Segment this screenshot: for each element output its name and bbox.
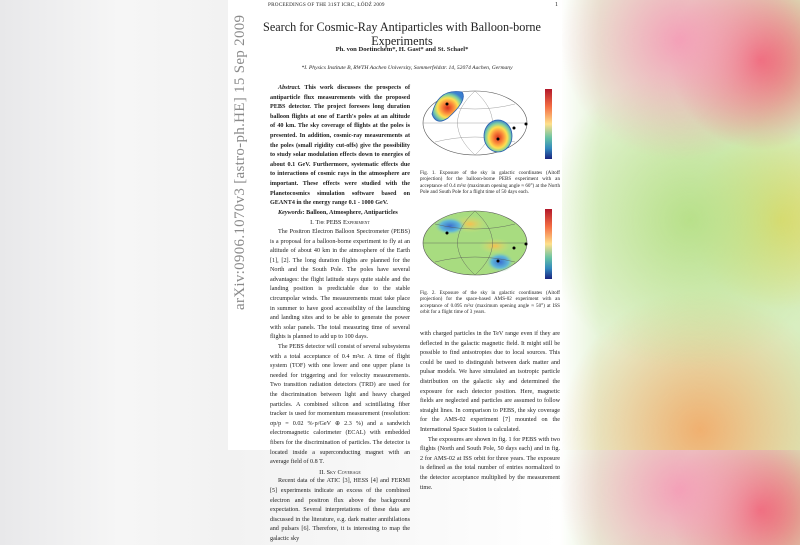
figure-2-caption: Fig. 2. Exposure of the sky in galactic coordinates (Aitoff projection) for the space-based AMS-02 experiment with an acceptance of 0.095 m²sr (maximum opening angle ≈ 50°) at ISS orbit for a flight time of 3 years. [420,290,560,315]
paragraph: The exposures are shown in fig. 1 for PEBS with two flights (North and South Pole, 50 days each) and in fig. 2 for AMS-02 at ISS orbit for three years. The exposure is defined as the total number of entries normalized to the detector acceptance multiplied by the measurement time. [420,436,560,491]
right-column [420,330,560,493]
paper-title: Search for Cosmic-Ray Antiparticles with Balloon-borne Experiments [263,20,541,48]
section-heading: II. Sky Coverage [319,468,361,476]
figure-1-caption: Fig. 1. Exposure of the sky in galactic coordinates (Aitoff projection) for the balloon-borne PEBS experiment with an acceptance of 0.4 m²sr (maximum opening angle ≈ 60°) at the North Pole and South Pole for a flight time of 50 days each. [420,170,560,195]
affiliation: *I. Physics Institute B, RWTH Aachen University, Sommerfeldstr. 14, 52074 Aachen, Germany [301,65,513,71]
arxiv-stamp: arXiv:0906.1070v3 [astro-ph.HE] 15 Sep 2009 [232,14,248,310]
figure-1-sky-map [420,84,565,164]
running-header: PROCEEDINGS OF THE 31ST ICRC, ŁÓDŹ 2009 [268,2,385,8]
left-column [270,84,410,545]
paragraph: The PEBS detector will consist of several subsystems with a total acceptance of 0.4 m²sr. A time of flight system (TOF) with one lower and one upper plane is needed for triggering and for velocity measurements. Two transition radiation detectors (TRD) are used for the discrimination between light and heavy charged particles. A combined silicon and scintillating fiber tracker is used for momentum measurement (resolution: σp/p = 0.02 %·p/GeV ⊕ 2.3 %) and a sandwich electromagnetic calorimeter (ECAL) with embedded fibers for the discrimination of particles. The detector is located inside a superconducting magnet with an average field of 0.8 T. [270,344,410,466]
abstract: Abstract. This work discusses the prospects of antiparticle flux measurements with the proposed PEBS detector. The project foresees long duration balloon flights at one of Earth's poles at an altitude of 40 km. The sky coverage of flights at the poles is presented. In addition, cosmic-ray measurements at the poles (small rigidity cut-offs) give the possibility to study solar modulation effects down to energies of about 0.1 GeV. Furthermore, systematic effects due to interactions of cosmic rays in the atmosphere are important. These effects were studied with the Planetocosmics simulation software based on GEANT4 in the energy range 0.1 - 1000 GeV. [270,85,410,207]
authors: Ph. von Doetinchem*, H. Gast* and St. Schael* [335,46,469,53]
figure-2-sky-map [420,204,565,284]
paragraph: Recent data of the ATIC [3], HESS [4] and FERMI [5] experiments indicate an excess of the combined electron and positron flux above the background expectation. Several interpretations of these data are discussed in the literature, e.g. dark matter annihilations and pulsars [6]. Therefore, it is interesting to map the galactic sky [270,478,410,542]
keywords: Keywords: Balloon, Atmosphere, Antiparticles [278,209,398,216]
paragraph: with charged particles in the TeV range even if they are deflected in the galactic magnetic field. It might still be possible to find anisotropies due to local sources. This could be used to distinguish between dark matter and pulsar models. We have simulated an isotropic particle distribution on the galactic sky and determined the exposure for each detector position. Here, magnetic fields are neglected and particles are assumed to follow straight lines. In comparison to PEBS, the sky coverage for the AMS-02 experiment [7] mounted on the International Space Station is calculated. [420,331,560,433]
page-number: 1 [555,2,559,8]
paragraph: The Positron Electron Balloon Spectrometer (PEBS) is a proposal for a balloon-borne experiment to fly at an altitude of about 40 km in the atmosphere of the Earth [1], [2]. The long duration flights are planned for the North and the South Pole. The poles have several advantages: the flight latitude stays quite stable and the landing position is predictable due to the stable circumpolar winds. The measurements must take place in summer to have good accessibility of the launching and landing sites and to be able to generate the power with solar panels. The total measuring time of several flights is planned to add up to 100 days. [270,228,410,341]
section-heading: I. The PEBS Experiment [310,219,370,227]
